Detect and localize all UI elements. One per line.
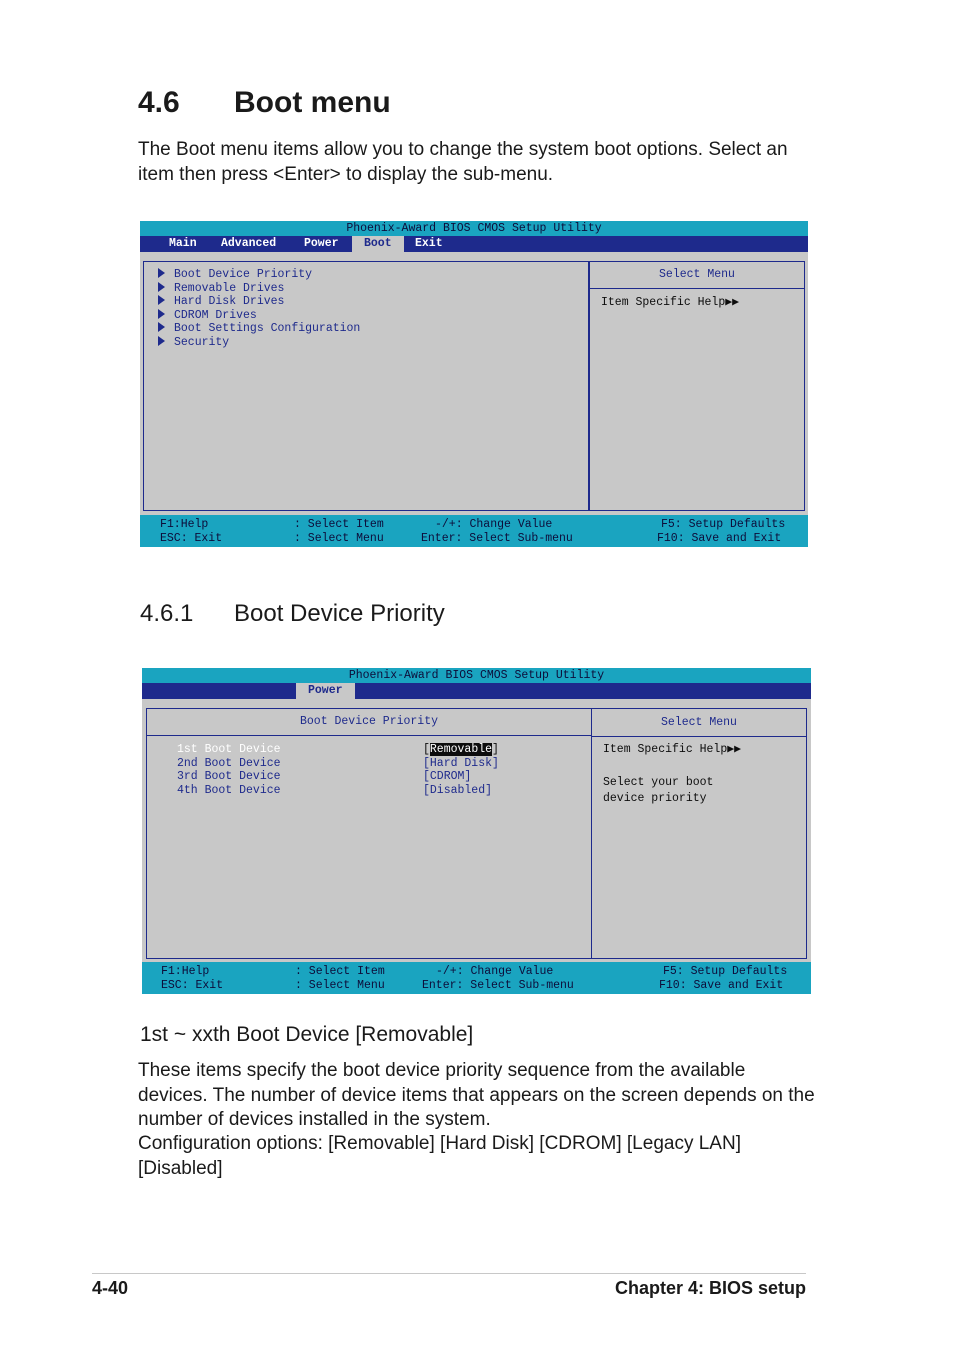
bios-panel (140, 252, 808, 515)
section-intro: The Boot menu items allow you to change the system boot options. Select an item then press <Enter> to display the sub-menu. (138, 139, 788, 185)
bios-menubar (142, 683, 811, 699)
section-number: 4.6 (138, 86, 180, 119)
status-change-value: -/+: Change Value (436, 965, 554, 978)
bios-panel (142, 699, 811, 962)
help-text-line1: Select your boot (603, 776, 714, 789)
menu-item-removable-drives[interactable]: Removable Drives (158, 282, 284, 296)
row-1st-boot-device[interactable]: 1st Boot Device (177, 743, 281, 756)
status-select-menu: : Select Menu (294, 531, 384, 545)
status-esc-exit: ESC: Exit (160, 531, 223, 545)
triangle-right-icon (158, 282, 165, 292)
status-f1-help: F1:Help (160, 518, 209, 531)
status-select-item: : Select Item (294, 518, 384, 531)
help-header: Select Menu (590, 262, 804, 289)
status-select-item: : Select Item (295, 965, 385, 978)
triangle-right-icon (158, 309, 165, 319)
value-2nd-boot-device[interactable]: [Hard Disk] (423, 756, 499, 770)
status-save-exit: F10: Save and Exit (659, 978, 784, 992)
option-description: These items specify the boot device priority sequence from the available devices. The number of device items that appears on the screen depends on the number of devices installed in the system. (138, 1060, 815, 1130)
triangle-right-icon (158, 295, 165, 305)
bios-menubar (140, 236, 808, 252)
tab-power[interactable]: Power (304, 237, 339, 250)
tab-main[interactable]: Main (169, 237, 197, 250)
bios-title: Phoenix-Award BIOS CMOS Setup Utility (140, 221, 808, 236)
row-2nd-boot-device[interactable]: 2nd Boot Device (177, 756, 281, 770)
help-text: Item Specific Help▶▶ (601, 296, 740, 309)
subsection-heading (140, 600, 445, 628)
menu-item-security[interactable]: Security (158, 336, 229, 350)
bios-status-bar (140, 515, 808, 547)
tab-boot[interactable]: Boot (352, 236, 404, 252)
value-1st-boot-device[interactable]: [Removable] (423, 743, 499, 756)
bios-screen-boot-device-priority (142, 668, 811, 994)
help-text-title: Item Specific Help▶▶ (603, 743, 742, 756)
boot-menu-list (143, 261, 589, 511)
option-config: Configuration options: [Removable] [Hard Disk] [CDROM] [Legacy LAN] [Disabled] (138, 1133, 741, 1179)
tab-power[interactable]: Power (296, 683, 355, 699)
status-esc-exit: ESC: Exit (161, 978, 224, 992)
bios-status-bar (142, 962, 811, 994)
status-select-submenu: Enter: Select Sub-menu (422, 978, 574, 992)
menu-item-cdrom-drives[interactable]: CDROM Drives (158, 309, 257, 323)
bios-screen-boot (140, 221, 808, 547)
status-f1-help: F1:Help (161, 965, 210, 978)
subsection-number: 4.6.1 (140, 600, 194, 627)
triangle-right-icon (158, 336, 165, 346)
chapter-title: Chapter 4: BIOS setup (614, 1278, 806, 1298)
section-title: Boot menu (234, 86, 391, 119)
status-setup-defaults: F5: Setup Defaults (663, 965, 788, 978)
status-setup-defaults: F5: Setup Defaults (661, 518, 786, 531)
value-3rd-boot-device[interactable]: [CDROM] (423, 770, 472, 783)
menu-item-boot-device-priority[interactable]: Boot Device Priority (158, 268, 312, 282)
subsection-title: Boot Device Priority (234, 600, 445, 627)
help-panel (591, 708, 807, 959)
page-number: 4-40 (92, 1278, 129, 1298)
status-save-exit: F10: Save and Exit (657, 531, 782, 545)
triangle-right-icon (158, 268, 165, 278)
option-heading: 1st ~ xxth Boot Device [Removable] (140, 1023, 474, 1046)
bios-title: Phoenix-Award BIOS CMOS Setup Utility (142, 668, 811, 683)
status-change-value: -/+: Change Value (435, 518, 553, 531)
tab-advanced[interactable]: Advanced (221, 237, 277, 250)
tab-exit[interactable]: Exit (415, 237, 443, 250)
boot-priority-list (146, 708, 592, 959)
status-select-menu: : Select Menu (295, 978, 385, 992)
menu-item-hard-disk-drives[interactable]: Hard Disk Drives (158, 295, 284, 309)
help-panel (589, 261, 805, 511)
section-heading (138, 86, 391, 120)
help-text-line2: device priority (603, 792, 707, 805)
help-header: Select Menu (592, 709, 806, 737)
value-4th-boot-device[interactable]: [Disabled] (423, 783, 493, 797)
status-select-submenu: Enter: Select Sub-menu (421, 531, 573, 545)
menu-item-boot-settings-configuration[interactable]: Boot Settings Configuration (158, 322, 360, 336)
row-4th-boot-device[interactable]: 4th Boot Device (177, 783, 281, 797)
triangle-right-icon (158, 322, 165, 332)
footer-rule (92, 1273, 806, 1274)
row-3rd-boot-device[interactable]: 3rd Boot Device (177, 770, 281, 783)
boot-priority-header: Boot Device Priority (147, 709, 591, 736)
